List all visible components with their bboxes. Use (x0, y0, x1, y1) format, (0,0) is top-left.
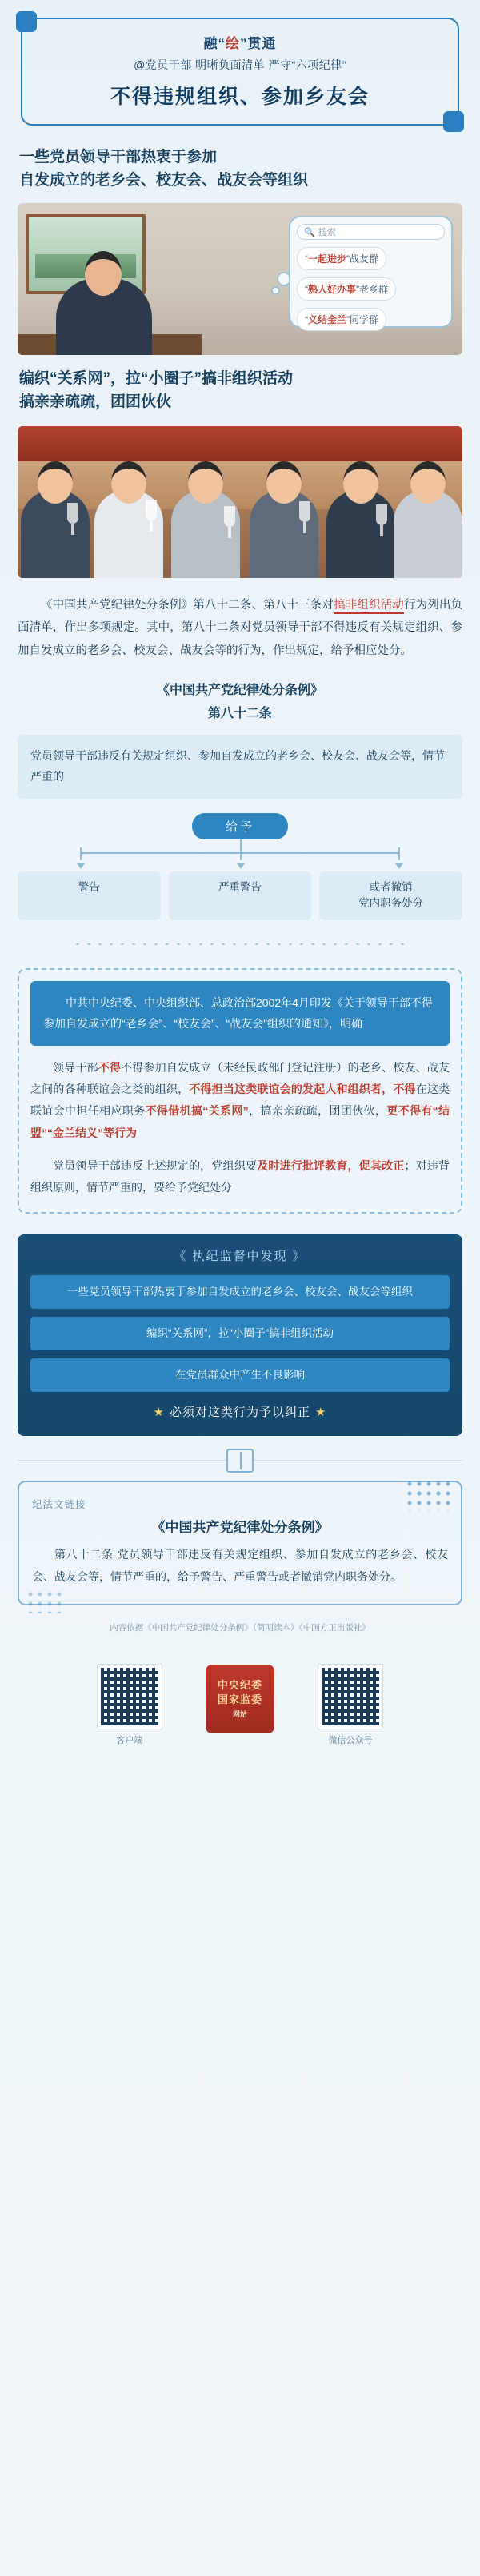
notice-dashed-frame (18, 968, 462, 1214)
notice-text-b: 不得参加自发成立（未经民政部门登记注册）的老乡、校友、战友之间的各种联谊会之类的组织， (30, 1060, 450, 1096)
notice-text-bold-3: 不得 (393, 1083, 416, 1096)
link-title: 《中国共产党纪律处分条例》 (151, 1520, 329, 1536)
header-line1-a: 融“ (203, 36, 226, 51)
chip-prefix: “ (305, 253, 308, 265)
header-line1-highlight: 绘 (226, 36, 240, 51)
qr-code-app[interactable] (98, 1665, 162, 1729)
supervision-title: 《 执纪监督中发现 》 (174, 1249, 306, 1263)
dots-decoration (26, 1589, 64, 1613)
notice-text-e: 在这类联谊会中担任相应职务 (30, 1083, 450, 1118)
chip-prefix: “ (305, 314, 308, 325)
section-2-title-line-2: 搞亲亲疏疏，团团伙伙 (19, 393, 172, 410)
chip-suffix: ”老乡群 (356, 284, 389, 295)
connector-drop (240, 847, 242, 860)
section-1-title (0, 134, 480, 198)
notice-text-mid: ，搞亲亲疏疏，团团伙伙， (248, 1104, 387, 1118)
section-1-title-line-2: 自发成立的老乡会、校友会、战友会等组织 (19, 171, 309, 189)
qr-code-wechat[interactable] (318, 1665, 382, 1729)
regulation-article: 第八十二条 (207, 706, 272, 720)
notice-after-a: 党员领导干部违反上述规定的，党组织要 (53, 1159, 258, 1173)
footer-app-column (91, 1665, 168, 1746)
background-wall (18, 461, 462, 509)
footer (0, 1650, 480, 1767)
supervision-footer-text: 必须对这类行为予以纠正 (169, 1406, 310, 1420)
illustration-banquet-scene (18, 426, 462, 578)
regulation-heading (0, 680, 480, 726)
search-bar (297, 224, 445, 240)
source-note: 内容依据《中国共产党纪律处分条例》（简明读本）《中国方正出版社》 (110, 1623, 370, 1633)
supervision-item: 在党员群众中产生不良影响 (30, 1358, 450, 1392)
chip-highlight: 义结金兰 (308, 314, 347, 325)
notice-text-bold-1: 不得 (98, 1060, 122, 1074)
star-icon: ★ (315, 1406, 327, 1420)
paragraph-part-1: 《中国共产党纪律处分条例》第八十二条、第八十三条对 (41, 599, 334, 612)
chip-prefix: “ (305, 284, 308, 295)
header (0, 0, 480, 134)
person-at-desk (56, 278, 152, 355)
penalty-item: 严重警告 (169, 871, 312, 920)
emblem-line-2: 国家监委 (217, 1693, 262, 1705)
thought-bubble-dot-small (271, 286, 280, 295)
section-2-title (0, 355, 480, 420)
penalty-item-line-2: 党内职务处分 (358, 897, 424, 910)
section-1-title-line-1: 一些党员领导干部热衷于参加 (19, 149, 218, 165)
branch-connector (18, 839, 462, 867)
group-chip (297, 247, 386, 270)
header-frame (21, 18, 459, 126)
chip-highlight: 熟人好办事 (308, 284, 357, 295)
chip-suffix: ”战友群 (346, 253, 379, 265)
wine-glass (376, 504, 387, 525)
star-icon: ★ (153, 1406, 165, 1420)
red-banner (18, 426, 462, 461)
supervision-block (18, 1234, 462, 1437)
regulation-title: 《中国共产党纪律处分条例》 (156, 683, 323, 697)
chip-suffix: ”同学群 (346, 314, 379, 325)
supervision-item: 一些党员领导干部热衷于参加自发成立的老乡会、校友会、战友会等组织 (30, 1275, 450, 1309)
penalty-item-line-1: 或者撤销 (369, 881, 413, 894)
wine-glass (224, 506, 235, 527)
notice-after-c: ；对违背组织原则，情节严重的，要给予党纪处分 (30, 1159, 450, 1194)
connector-drop (398, 847, 400, 860)
wine-glass (67, 503, 78, 524)
paragraph-underline: 搞非组织活动 (334, 599, 404, 614)
emblem-line-1: 中央纪委 (217, 1679, 262, 1692)
header-title: 不得违规组织、参加乡友会 (110, 86, 370, 108)
notice-highlight-box: 中共中央纪委、中央组织部、总政治部2002年4月印发《关于领导干部不得参加自发成立的“老乡会”、“校友会”、“战友会”组织的通知》，明确 (30, 981, 450, 1046)
supervision-item: 编织“关系网”，拉“小圈子”搞非组织活动 (30, 1317, 450, 1350)
dots-decoration (405, 1479, 453, 1511)
footer-emblem-column (202, 1665, 278, 1738)
search-placeholder: 搜索 (318, 228, 336, 237)
supervision-footer (30, 1403, 450, 1420)
notice-text-bold-4: 不得借机搞“关系网” (145, 1104, 249, 1118)
give-label: 给予 (192, 813, 288, 839)
section-2-title-line-1: 编织“关系网”，拉“小圈子”搞非组织活动 (19, 370, 294, 387)
link-card (18, 1481, 462, 1605)
notice-after (30, 1155, 450, 1199)
notice-after-bold: 及时进行批评教育，促其改正 (257, 1159, 405, 1173)
wine-glass (146, 500, 157, 520)
group-chip (297, 308, 386, 331)
search-icon: 🔍 (304, 227, 315, 237)
emblem-sub: 网站 (232, 1710, 247, 1719)
paragraph-part-2: 行为列出负面清单，作出多项规定。其中，第八十二条对党员领导干部不得违反有关规定组织、参加自发成立的老乡会、校友会、战友会等的行为，作出规定，给予相应处分。 (18, 599, 463, 657)
footer-app-caption: 客户端 (116, 1735, 143, 1745)
thought-bubble (289, 216, 453, 328)
link-text: 第八十二条 党员领导干部违反有关规定组织、参加自发成立的老乡会、校友会、战友会等，情节严重的，给予警告、严重警告或者撤销党内职务处分。 (32, 1548, 448, 1583)
notice-text-bold-5: 更不得有“结盟”“金兰结义”等行为 (30, 1104, 450, 1139)
penalty-list (18, 871, 462, 920)
arrow-icon (77, 863, 85, 869)
dotted-divider (72, 941, 408, 947)
arrow-icon (237, 863, 245, 869)
penalty-item: 警告 (18, 871, 161, 920)
group-chip (297, 277, 396, 301)
arrow-icon (395, 863, 403, 869)
penalty-item (319, 871, 462, 920)
notice-body (30, 1057, 450, 1144)
notice-text-a: 领导干部 (53, 1060, 98, 1074)
header-line-2: @党员干部 明晰负面清单 严守“六项纪律” (134, 58, 346, 71)
notice-section (18, 968, 462, 1214)
notice-text-bold-2: 不得担当这类联谊会的发起人和组织者， (189, 1083, 394, 1096)
header-line-1 (34, 32, 446, 52)
chip-highlight: 一起进步 (308, 253, 347, 265)
wine-glass (299, 501, 310, 522)
regulation-body: 党员领导干部违反有关规定组织、参加自发成立的老乡会、校友会、战友会等，情节严重的 (18, 735, 462, 799)
header-line1-c: ”贯通 (240, 36, 277, 51)
footer-wechat-caption: 微信公众号 (328, 1735, 373, 1745)
person-figure (21, 490, 90, 578)
footer-wechat-column (312, 1665, 389, 1746)
person-figure (394, 490, 462, 578)
intro-paragraph (18, 594, 462, 662)
illustration-office-scene (18, 203, 462, 355)
person-figure (326, 490, 395, 578)
emblem-logo (206, 1665, 274, 1733)
connector-drop (80, 847, 82, 860)
link-label: 纪法文链接 (32, 1499, 86, 1511)
link-section (18, 1460, 462, 1605)
book-icon (226, 1449, 254, 1473)
